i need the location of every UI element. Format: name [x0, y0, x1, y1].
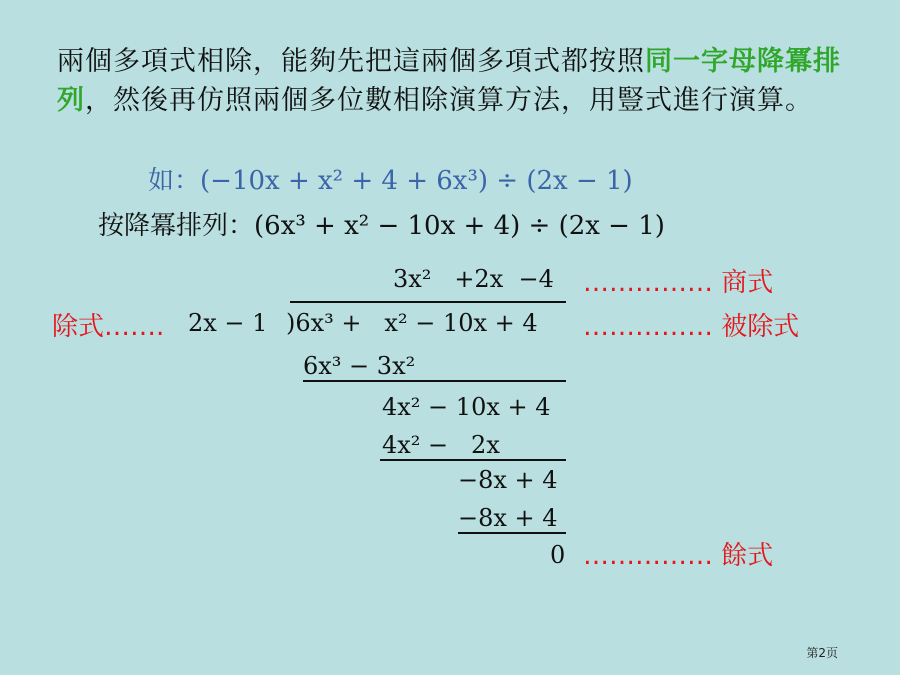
intro-paragraph [57, 42, 847, 120]
intro-text-a: 兩個多項式相除，能夠先把這兩個多項式都按照 [57, 46, 645, 77]
intro-highlight: 同一字母降冪排列 [57, 46, 841, 116]
page-number: 第2页 [806, 646, 838, 660]
example-line [148, 160, 633, 197]
dividend-label: …………… 被除式 [583, 312, 800, 342]
intro-text-b: ，然後再仿照兩個多位數相除演算方法，用豎式進行演算。 [85, 85, 813, 116]
divisor: 2x − 1 [188, 309, 268, 337]
step-3: 4x² − 2x [382, 431, 500, 459]
step-1: 6x³ − 3x² [303, 352, 416, 380]
example-label: 如： [148, 166, 201, 196]
remainder: 0 [550, 541, 566, 569]
arrange-label: 按降冪排列： [98, 211, 255, 241]
example-expression: (−10x + x² + 4 + 6x³) ÷ (2x − 1) [200, 166, 633, 196]
step-5: −8x + 4 [458, 504, 558, 532]
step-4: −8x + 4 [458, 466, 558, 494]
arrange-line [98, 205, 665, 242]
quotient: 3x² +2x −4 [393, 265, 554, 293]
rule-3 [458, 532, 566, 534]
step-2: 4x² − 10x + 4 [382, 393, 551, 421]
division-bar [290, 301, 566, 303]
remainder-label: …………… 餘式 [583, 541, 774, 571]
rule-1 [303, 380, 566, 382]
dividend: )6x³ + x² − 10x + 4 [286, 309, 538, 337]
divisor-label: 除式……. [52, 312, 165, 342]
arrange-expression: (6x³ + x² − 10x + 4) ÷ (2x − 1) [254, 211, 665, 241]
quotient-label: …………… 商式 [583, 268, 774, 298]
rule-2 [380, 459, 566, 461]
